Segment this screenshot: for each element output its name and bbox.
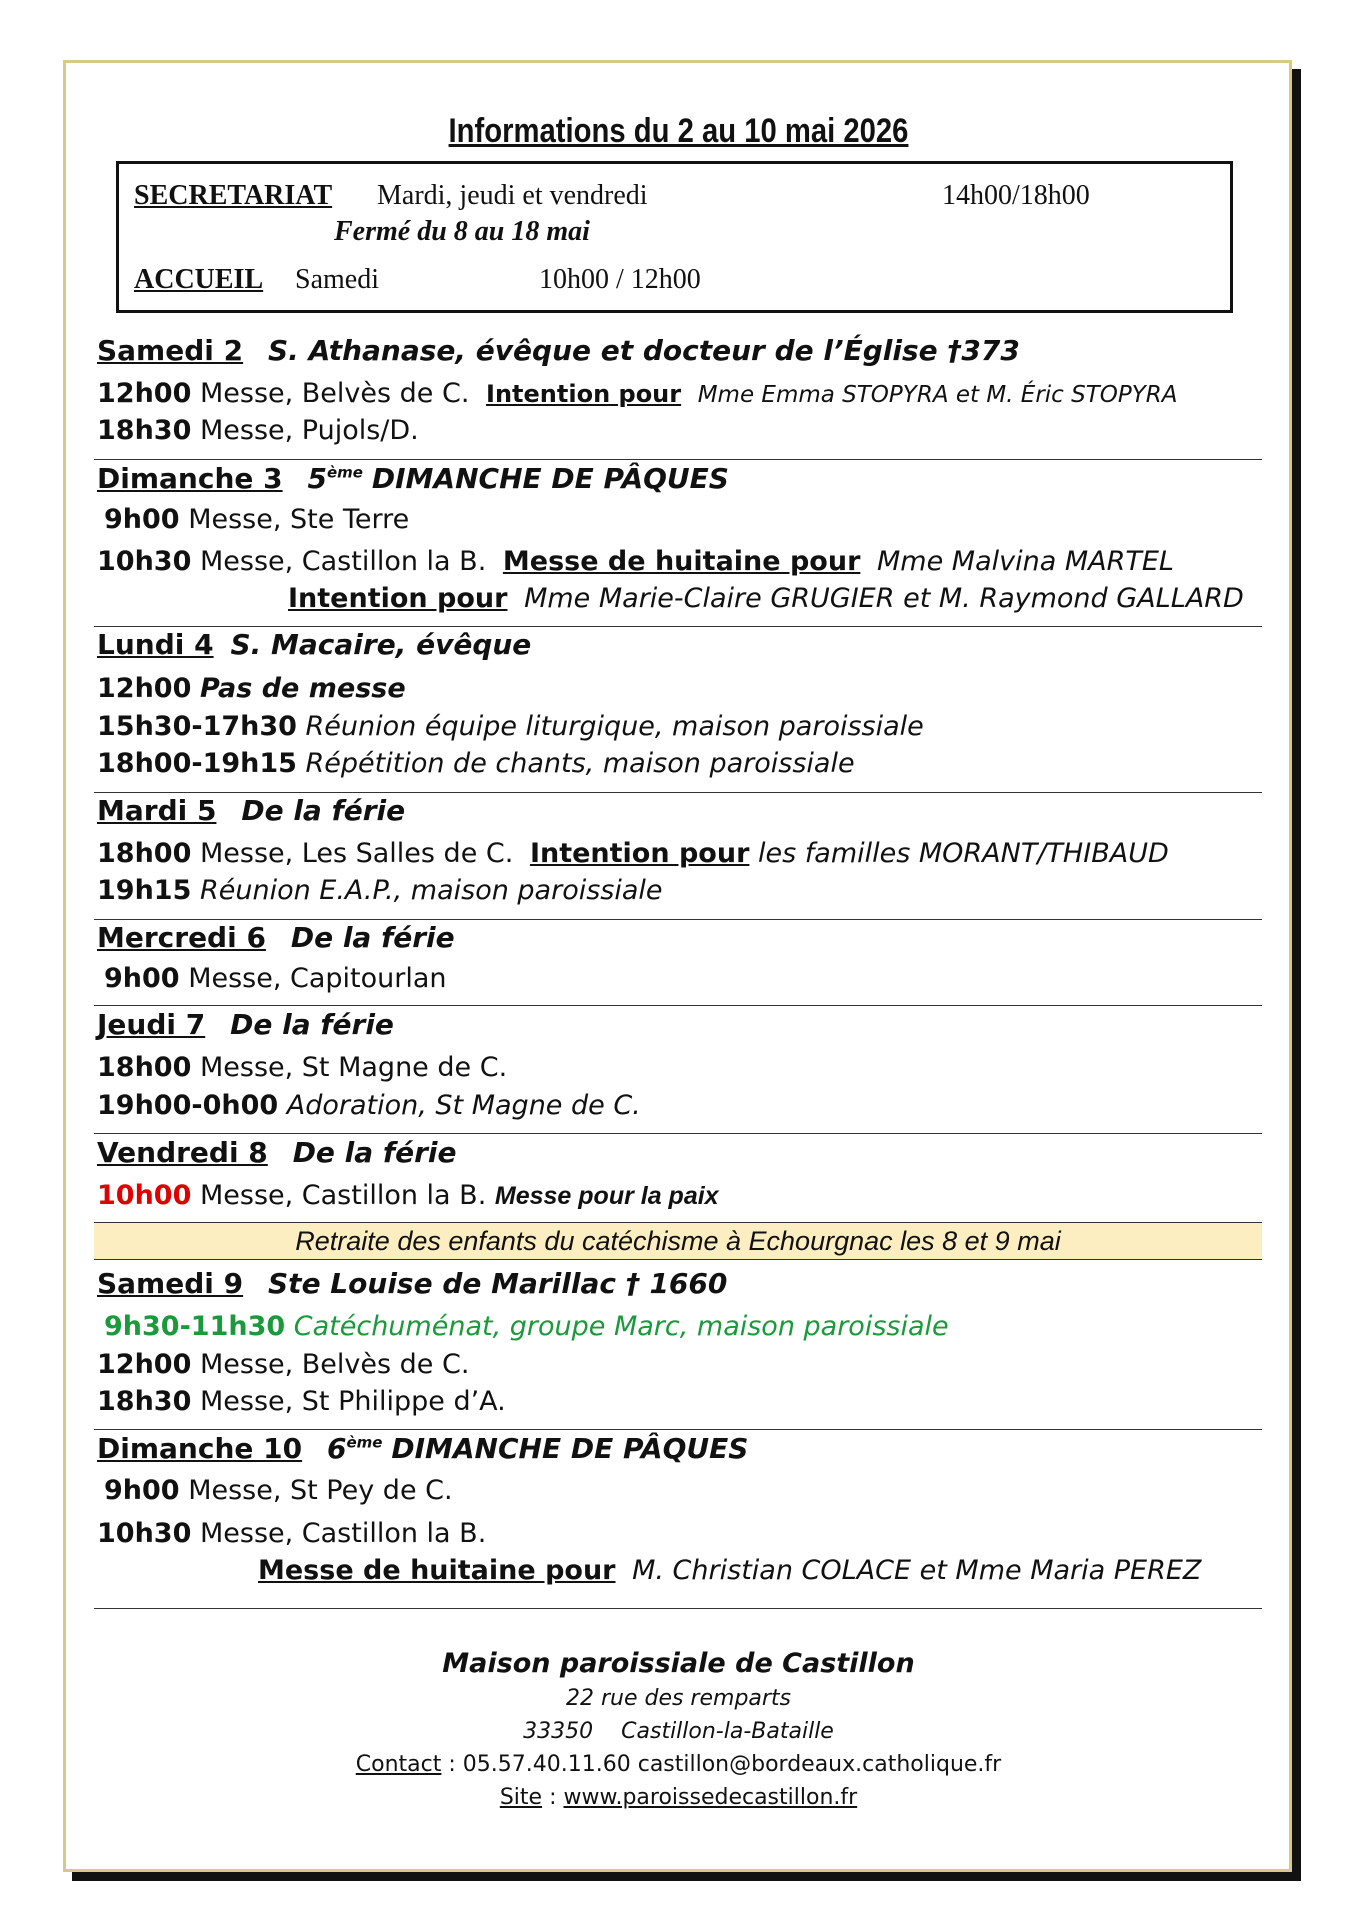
divider [94,919,1262,920]
accueil-label: ACCUEIL [134,264,264,295]
schedule-row: 9h30-11h30 Catéchuménat, groupe Marc, maison paroissiale [104,1311,949,1342]
page-title: Informations du 2 au 10 mai 2026 [448,112,909,150]
schedule-row: 10h00 Messe, Castillon la B. Messe pour la paix [97,1180,719,1211]
day-header-samedi-2: Samedi 2 S. Athanase, évêque et docteur de l’Église †373 [97,334,1020,367]
schedule-row: 12h00 Pas de messe [97,673,406,704]
website-link[interactable]: www.paroissedecastillon.fr [563,1785,858,1810]
schedule-row: 19h00-0h00 Adoration, St Magne de C. [97,1090,641,1121]
schedule-row: 19h15 Réunion E.A.P., maison paroissiale [97,875,663,906]
office-hours-box [116,161,1233,313]
divider [94,792,1262,793]
secretariat-label: SECRETARIAT [134,180,333,211]
day-header-lundi-4: Lundi 4 S. Macaire, évêque [97,628,532,661]
secretariat-closed: Fermé du 8 au 18 mai [334,216,590,247]
day-header-mardi-5: Mardi 5 De la férie [97,794,406,827]
parish-city-line: 33350 Castillon-la-Bataille [523,1719,834,1744]
schedule-row: 12h00 Messe, Belvès de C. [97,1349,470,1380]
secretariat-hours: 14h00/18h00 [942,180,1090,211]
accueil-hours: 10h00 / 12h00 [539,264,701,295]
schedule-row: 9h00 Messe, St Pey de C. [104,1475,453,1506]
day-header-jeudi-7: Jeudi 7 De la férie [97,1008,394,1041]
schedule-row: 9h00 Messe, Ste Terre [104,504,410,535]
divider [94,1133,1262,1134]
day-header-dimanche-10: Dimanche 10 6ème DIMANCHE DE PÂQUES [97,1432,749,1465]
divider [94,626,1262,627]
schedule-row: 10h30 Messe, Castillon la B. [97,1518,487,1549]
parish-street: 22 rue des remparts [565,1686,792,1711]
schedule-row: 18h00-19h15 Répétition de chants, maison paroissiale [97,748,855,779]
schedule-row: 10h30 Messe, Castillon la B. Messe de huitaine pour Mme Malvina MARTEL [97,546,1174,577]
schedule-row: 15h30-17h30 Réunion équipe liturgique, maison paroissiale [97,711,924,742]
schedule-row: 18h00 Messe, Les Salles de C. Intention pour les familles MORANT/THIBAUD [97,838,1169,869]
schedule-row: 18h30 Messe, St Philippe d’A. [97,1386,506,1417]
retreat-banner: Retraite des enfants du catéchisme à Echourgnac les 8 et 9 mai [94,1222,1262,1260]
site-line: Site : www.paroissedecastillon.fr [499,1785,858,1810]
day-header-vendredi-8: Vendredi 8 De la férie [97,1136,457,1169]
accueil-day: Samedi [295,264,379,295]
divider [94,459,1262,460]
parish-house-name: Maison paroissiale de Castillon [442,1648,915,1679]
contact-line: Contact : 05.57.40.11.60 castillon@bordeaux.catholique.fr [355,1752,1002,1777]
schedule-row: 18h30 Messe, Pujols/D. [97,415,419,446]
divider [94,1429,1262,1430]
day-header-dimanche-3: Dimanche 3 5ème DIMANCHE DE PÂQUES [97,462,729,495]
divider [94,1005,1262,1006]
schedule-row: Intention pour Mme Marie-Claire GRUGIER et M. Raymond GALLARD [288,583,1244,614]
day-header-samedi-9: Samedi 9 Ste Louise de Marillac † 1660 [97,1267,728,1300]
day-header-mercredi-6: Mercredi 6 De la férie [97,921,455,954]
secretariat-days: Mardi, jeudi et vendredi [377,180,648,211]
schedule-row: 12h00 Messe, Belvès de C. Intention pour Mme Emma STOPYRA et M. Éric STOPYRA [97,378,1178,409]
schedule-row: Messe de huitaine pour M. Christian COLACE et Mme Maria PEREZ [258,1555,1202,1586]
schedule-row: 9h00 Messe, Capitourlan [104,963,447,994]
schedule-row: 18h00 Messe, St Magne de C. [97,1052,508,1083]
divider [94,1608,1262,1609]
